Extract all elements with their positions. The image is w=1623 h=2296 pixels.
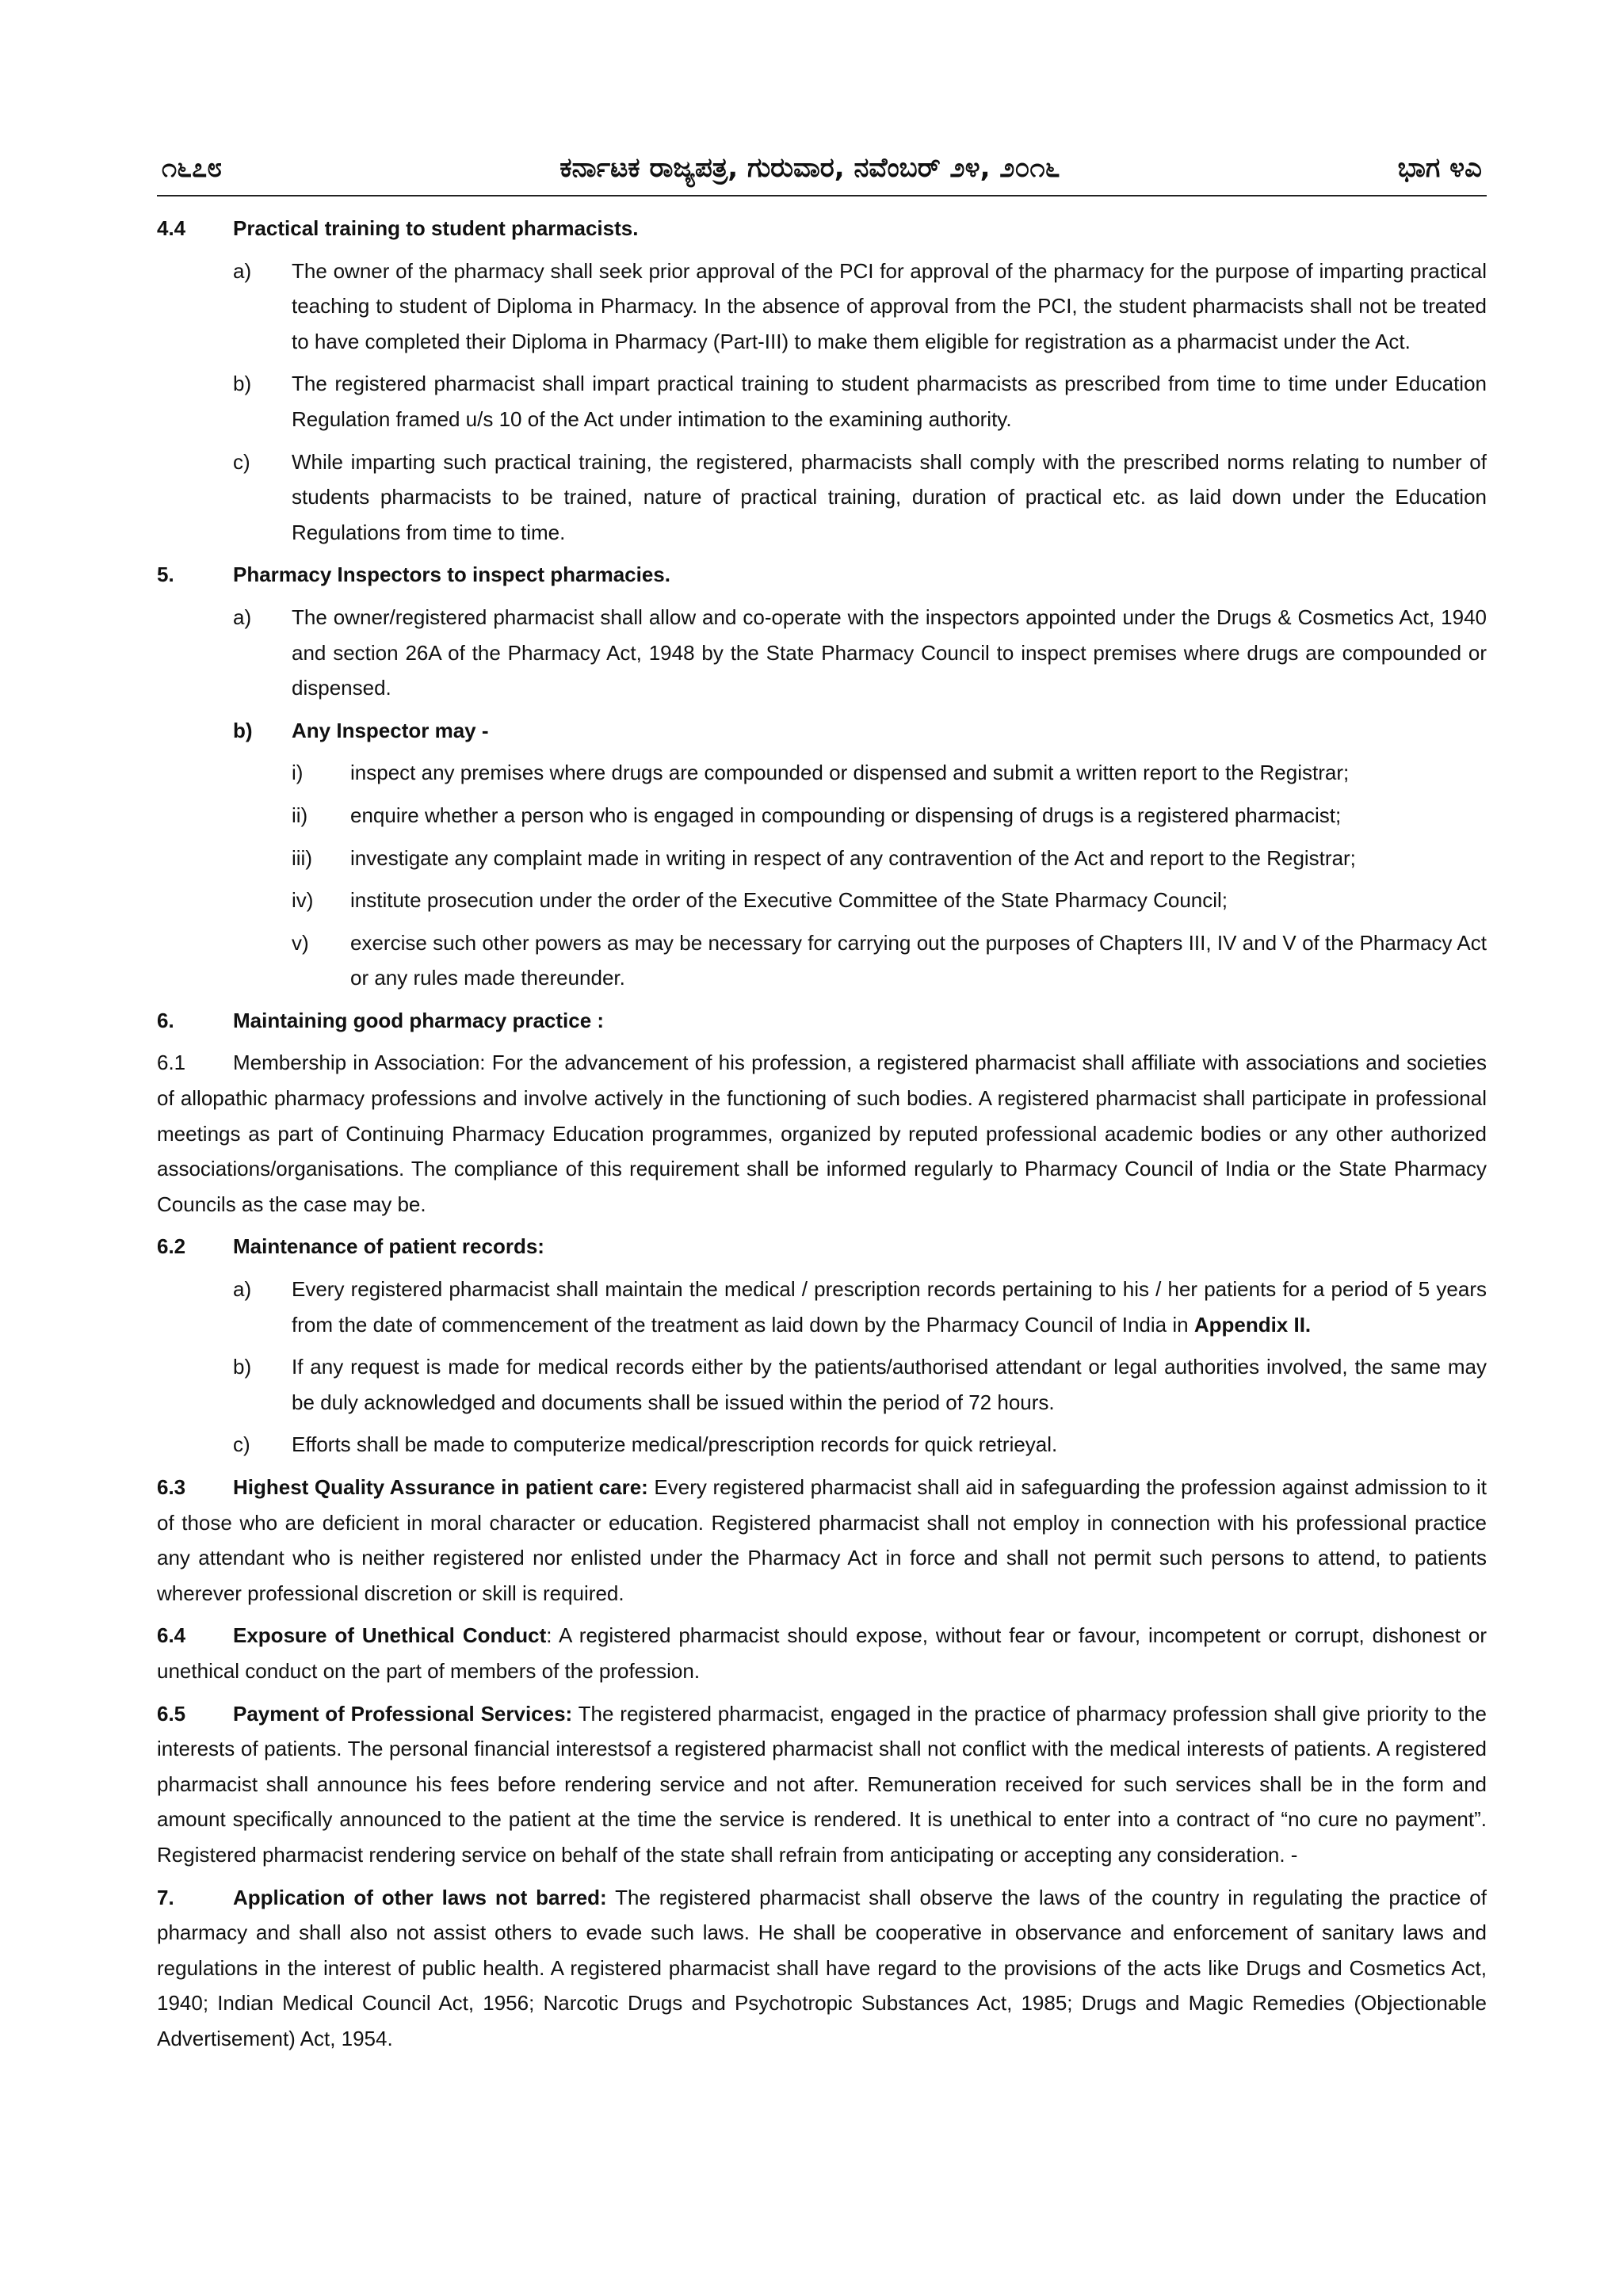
section-6-1-paragraph: 6.1 Membership in Association: For the advancement of his profession, a registered pharmacist shall affiliate with associations and societies of allopathic pharmacy professions and involve actively in the functioning of such bodies. A registered pharmacist shall participate in professional meetings as part of Continuing Pharmacy Education programmes, organized by reputed professional academic bodies or any other authorized associations/organisations. The compliance of this requirement shall be informed regularly to Pharmacy Council of India or the State Pharmacy Councils as the case may be. [157, 1051, 1487, 1216]
gazette-part: ಭಾಗ ೪ಎ [1397, 152, 1482, 184]
section-5-heading: 5. Pharmacy Inspectors to inspect pharmacies. [157, 563, 670, 587]
list-item: ii) enquire whether a person who is engaged in compounding or dispensing of drugs is a registered pharmacist; [292, 803, 1342, 827]
section-6-heading: 6. Maintaining good pharmacy practice : [157, 1008, 605, 1032]
list-item: b) If any request is made for medical records either by the patients/authorised attendant or legal authorities involved, the same may be duly acknowledged and documents shall be issued within the period of 72 hours. [233, 1355, 1487, 1414]
list-item: iv) institute prosecution under the order of the Executive Committee of the State Pharmacy Council; [292, 888, 1228, 913]
page-header [157, 152, 1487, 196]
list-item: a) Every registered pharmacist shall maintain the medical / prescription records pertaining to his / her patients for a period of 5 years from the date of commencement of the treatment as laid down by the Pharmacy Council of India in Appendix II. [233, 1277, 1487, 1337]
list-item: c) Efforts shall be made to computerize medical/prescription records for quick retrieyal. [233, 1432, 1058, 1457]
list-item: i) inspect any premises where drugs are compounded or dispensed and submit a written report to the Registrar; [292, 761, 1350, 785]
list-item: v) exercise such other powers as may be necessary for carrying out the purposes of Chapters III, IV and V of the Pharmacy Act or any rules made thereunder. [292, 930, 1487, 990]
list-item: b) Any Inspector may - [233, 718, 489, 742]
section-6-2-heading: 6.2 Maintenance of patient records: [157, 1234, 544, 1259]
list-item: a) The owner/registered pharmacist shall allow and co-operate with the inspectors appointed under the Drugs & Cosmetics Act, 1940 and section 26A of the Pharmacy Act, 1948 by the State Pharmacy Council to inspect premises where drugs are compounded or dispensed. [233, 605, 1487, 700]
section-7-paragraph: 7. Application of other laws not barred: The registered pharmacist shall observe the laws of the country in regulating the practice of pharmacy and shall also not assist others to evade such laws. He shall be cooperative in observance and enforcement of sanitary laws and regulations in the interest of public health. A registered pharmacist shall have regard to the provisions of the acts like Drugs and Cosmetics Act, 1940; Indian Medical Council Act, 1956; Narcotic Drugs and Psychotropic Substances Act, 1985; Drugs and Magic Remedies (Objectionable Advertisement) Act, 1954. [157, 1885, 1487, 2050]
list-item: c) While imparting such practical training, the registered, pharmacists shall comply with the prescribed norms relating to number of students pharmacists to be trained, nature of practical training, duration of practical etc. as laid down under the Education Regulations from time to time. [233, 449, 1487, 544]
appendix-reference: Appendix II. [1193, 1312, 1312, 1337]
gazette-page [157, 152, 1487, 2057]
section-6-3-paragraph: 6.3 Highest Quality Assurance in patient care: Every registered pharmacist shall aid in safeguarding the profession against admission to it of those who are deficient in moral character or education. Registered pharmacist shall not employ in connection with his professional practice any attendant who is neither registered nor enlisted under the Pharmacy Act in force and shall not permit such persons to attend, to patients wherever professional discretion or skill is required. [157, 1475, 1487, 1605]
list-item: a) The owner of the pharmacy shall seek prior approval of the PCI for approval of the pharmacy for the purpose of imparting practical teaching to student of Diploma in Pharmacy. In the absence of approval from the PCI, the student pharmacists shall not be treated to have completed their Diploma in Pharmacy (Part-III) to make them eligible for registration as a pharmacist under the Act. [233, 258, 1487, 353]
section-4-4-heading: 4.4 Practical training to student pharmacists. [157, 216, 639, 240]
section-6-4-paragraph: 6.4 Exposure of Unethical Conduct: A registered pharmacist should expose, without fear or favour, incompetent or corrupt, dishonest or unethical conduct on the part of members of the profession. [157, 1623, 1487, 1683]
list-item: b) The registered pharmacist shall impart practical training to student pharmacists as prescribed from time to time under Education Regulation framed u/s 10 of the Act under intimation to the examining authority. [233, 372, 1487, 431]
list-item: iii) investigate any complaint made in writing in respect of any contravention of the Act and report to the Registrar; [292, 845, 1356, 870]
section-6-5-paragraph: 6.5 Payment of Professional Services: The registered pharmacist, engaged in the practice of pharmacy profession shall give priority to the interests of patients. The personal financial interestsof a registered pharmacist shall not conflict with the medical interests of patients. A registered pharmacist shall announce his fees before rendering service and not after. Remuneration received for such services shall be in the form and amount specifically announced to the patient at the time the service is rendered. It is unethical to enter into a contract of “no cure no payment”. Registered pharmacist rendering service on behalf of the state shall refrain from anticipating or accepting any consideration. - [157, 1701, 1487, 1867]
page-number: ೧೬೭೮ [162, 152, 223, 184]
gazette-title: ಕರ್ನಾಟಕ ರಾಜ್ಯಪತ್ರ, ಗುರುವಾರ, ನವೆಂಬರ್ ೨೪, ೨೦೧೬ [559, 152, 1060, 184]
document-body [157, 211, 1487, 2057]
